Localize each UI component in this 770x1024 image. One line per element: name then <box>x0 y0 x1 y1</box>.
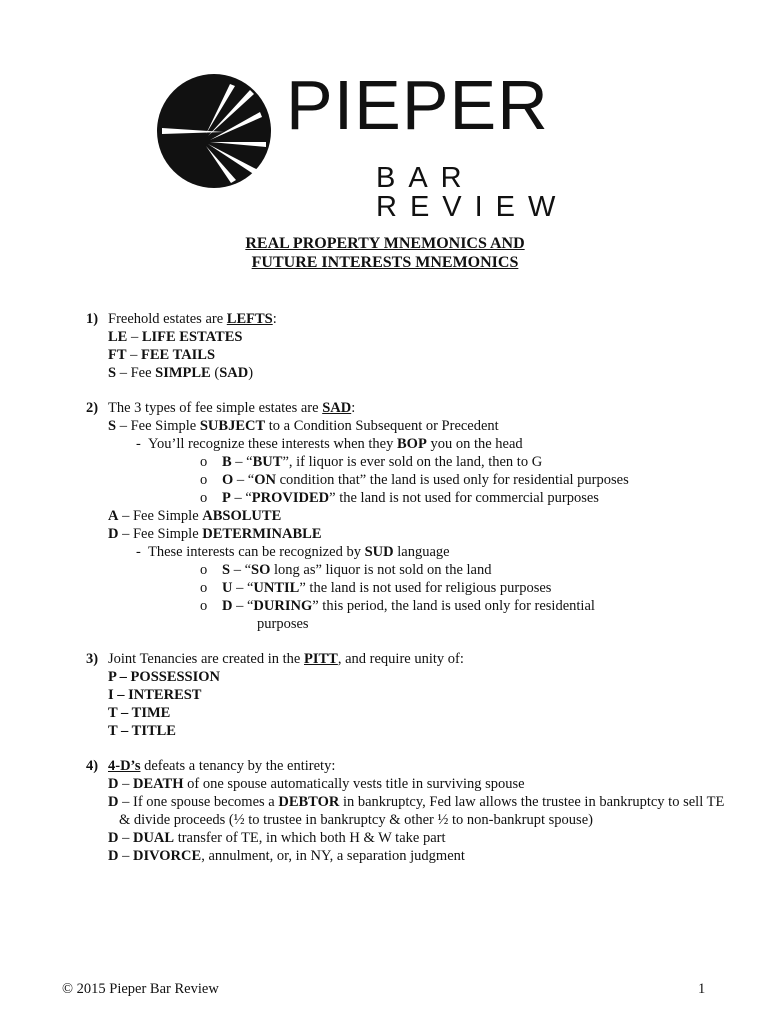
sub-item: - You’ll recognize these interests when they BOP you on the head <box>136 436 523 452</box>
mnemonic-key: 4-D’s <box>108 758 141 774</box>
sub-item: - These interests can be recognized by SUD language <box>136 544 450 560</box>
section-pitt <box>86 650 726 740</box>
list-item: D – DEATH of one spouse automatically vests title in surviving spouse <box>108 776 525 792</box>
section-number: 4) <box>86 758 99 774</box>
bullet-item: o U – “UNTIL” the land is not used for religious purposes <box>200 580 552 596</box>
starburst-logo-icon <box>150 66 280 196</box>
logo-subtitle: BAR REVIEW <box>376 162 569 223</box>
pieper-logo <box>150 66 640 223</box>
list-item: T – TIME <box>108 705 171 721</box>
title-line-1: REAL PROPERTY MNEMONICS AND <box>245 235 525 252</box>
document-title <box>0 234 770 272</box>
mnemonic-key: LEFTS <box>226 311 273 327</box>
page-number: 1 <box>698 981 706 997</box>
list-item: LE – LIFE ESTATES <box>108 329 243 345</box>
bullet-item: o S – “SO long as” liquor is not sold on the land <box>200 562 492 578</box>
list-item: D – If one spouse becomes a DEBTOR in bankruptcy, Fed law allows the trustee in bankruptcy to sell TE & divide proceeds (½ to trustee in bankruptcy & other ½ to non-bankrupt spouse) <box>108 794 725 828</box>
bullet-continuation: purposes <box>257 616 309 632</box>
mnemonic-key: SAD <box>322 400 352 416</box>
document-body <box>86 310 726 882</box>
bullet-item: o D – “DURING” this period, the land is used only for residential <box>200 598 595 614</box>
bullet-item: o B – “BUT”, if liquor is ever sold on the land, then to G <box>200 454 543 470</box>
section-heading: 3) Joint Tenancies are created in the PITT, and require unity of: <box>86 651 464 667</box>
list-item: P – POSSESSION <box>108 669 221 685</box>
list-item: S – Fee Simple SUBJECT to a Condition Subsequent or Precedent <box>108 418 499 434</box>
logo-wordmark: PIEPER <box>286 66 549 144</box>
mnemonic-key: PITT <box>304 651 338 667</box>
list-item: D – DIVORCE, annulment, or, in NY, a separation judgment <box>108 848 465 864</box>
section-number: 3) <box>86 651 99 667</box>
bullet-item: o O – “ON condition that” the land is used only for residential purposes <box>200 472 629 488</box>
section-sad <box>86 399 726 633</box>
bullet-item: o P – “PROVIDED” the land is not used for commercial purposes <box>200 490 599 506</box>
footer-copyright: © 2015 Pieper Bar Review <box>62 981 219 997</box>
section-heading: 2) The 3 types of fee simple estates are SAD: <box>86 400 356 416</box>
section-number: 2) <box>86 400 99 416</box>
list-item: I – INTEREST <box>108 687 202 703</box>
section-4ds <box>86 757 726 865</box>
list-item: FT – FEE TAILS <box>108 347 216 363</box>
section-heading: 1) Freehold estates are LEFTS: <box>86 311 277 327</box>
section-lefts <box>86 310 726 382</box>
list-item: A – Fee Simple ABSOLUTE <box>108 508 282 524</box>
list-item: D – Fee Simple DETERMINABLE <box>108 526 322 542</box>
section-heading: 4) 4-D’s defeats a tenancy by the entirety: <box>86 758 336 774</box>
list-item: T – TITLE <box>108 723 176 739</box>
title-line-2: FUTURE INTERESTS MNEMONICS <box>251 254 519 271</box>
section-number: 1) <box>86 311 99 327</box>
list-item: S – Fee SIMPLE (SAD) <box>108 365 254 381</box>
list-item: D – DUAL transfer of TE, in which both H & W take part <box>108 830 446 846</box>
